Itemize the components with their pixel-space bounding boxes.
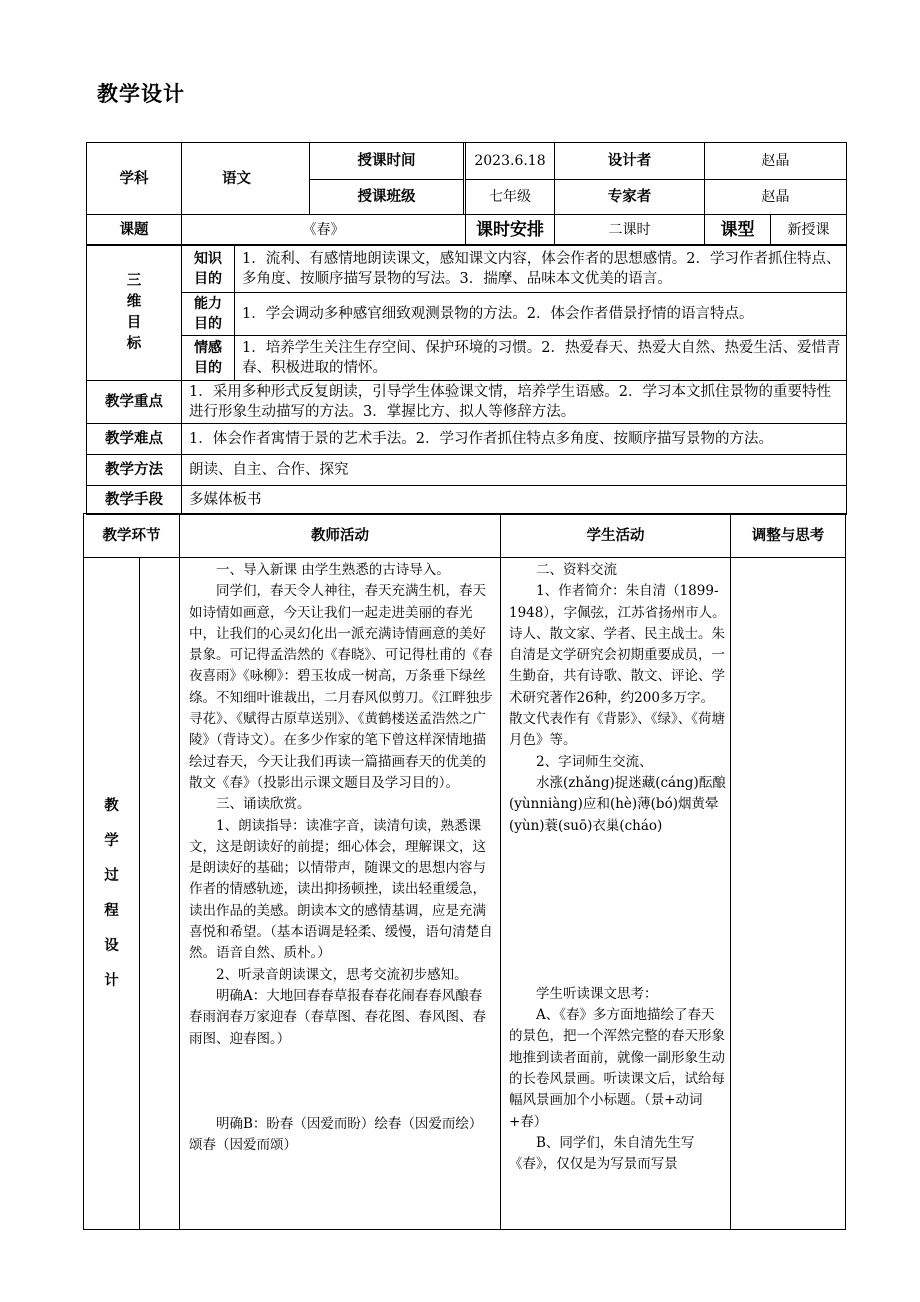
stage-sub-cell — [140, 558, 180, 1230]
teacher-p7: 明确B：盼春（因爱而盼）绘春（因爱而绘）颂春（因爱而颂） — [189, 1115, 483, 1154]
means-text: 多媒体板书 — [182, 486, 847, 515]
expert-value: 赵晶 — [705, 180, 847, 215]
subject-label: 学科 — [87, 143, 182, 215]
class-value: 七年级 — [466, 180, 555, 215]
emotion-goal-text: 1．培养学生关注生存空间、保护环境的习惯。2．热爱春天、热爱大自然、热爱生活、爱惜青春、积极进取的情怀。 — [235, 336, 847, 381]
goals-table — [86, 245, 847, 381]
time-label: 授课时间 — [310, 143, 464, 180]
student-s4: 水涨(zhǎng)捉迷藏(cáng)酝酿(yùnniàng)应和(hè)薄(bó)烟黄晕(yùn)蓑(suō)衣巢(cháo) — [509, 774, 726, 834]
time-value: 2023.6.18 — [466, 143, 555, 180]
student-activity — [501, 558, 731, 1230]
designer-label: 设计者 — [555, 143, 705, 180]
process-table — [83, 513, 846, 1230]
difficulty-label: 教学难点 — [87, 424, 182, 455]
focus-label: 教学重点 — [87, 381, 182, 424]
method-text: 朗读、自主、合作、探究 — [182, 455, 847, 486]
expert-label: 专家者 — [555, 180, 705, 215]
teacher-activity — [180, 558, 501, 1230]
teacher-p3: 三、诵读欣赏。 — [216, 796, 311, 813]
subject-value: 语文 — [182, 143, 466, 215]
topic-label: 课题 — [87, 215, 182, 245]
difficulty-text: 1．体会作者寓情于景的艺术手法。2．学习作者抓住特点多角度、按顺序描写景物的方法。 — [182, 424, 847, 455]
student-s3: 2、字词师生交流、 — [536, 753, 653, 770]
class-label: 授课班级 — [310, 180, 464, 215]
topic-value: 《春》 — [182, 215, 466, 245]
type-value: 新授课 — [771, 215, 847, 245]
means-label: 教学手段 — [87, 486, 182, 515]
goals-label: 三 维 目 标 — [87, 246, 182, 381]
header-student: 学生活动 — [501, 514, 731, 558]
designer-value: 赵晶 — [705, 143, 847, 180]
teacher-p5: 2、听录音朗读课文，思考交流初步感知。 — [216, 966, 468, 983]
teacher-p4: 1、朗读指导：读准字音，读清句读，熟悉课文，这是朗读好的前提；细心体会，理解课文，这是朗读好的基础；以情带声，随课文的思想内容与作者的情感轨迹，读出抑扬顿挫，读出轻重缓急，读出作品的美感。朗读本文的感情基调，应是充满喜悦和希望。（基本语调是轻柔、缓慢，语句清楚自然。语音自然、质朴。） — [189, 817, 493, 962]
time-class-labels — [309, 142, 464, 215]
knowledge-goal-text: 1．流利、有感情地朗读课文，感知课文内容，体会作者的思想感情。2．学习作者抓住特点、多角度、按顺序描写景物的写法。3．揣摩、品味本文优美的语言。 — [235, 246, 847, 293]
teacher-p2: 同学们，春天令人神往，春天充满生机，春天如诗情如画意，今天让我们一起走进美丽的春光中，让我们的心灵幻化出一派充满诗情画意的美好景象。可记得孟浩然的《春晓》、可记得杜甫的《春夜喜雨》《咏柳》：碧玉妆成一树高，万条垂下绿丝绦。不知细叶谁裁出，二月春风似剪刀。《江畔独步寻花》、《赋得古原草送别》、《黄鹤楼送孟浩然之广陵》（背诗文）。在多少作家的笔下曾这样深情地描绘过春天，今天让我们再读一篇描画春天的优美的散文《春》（投影出示课文题目及学习目的）。 — [189, 583, 493, 791]
emotion-goal-label: 情感 目的 — [182, 336, 235, 381]
stage-label: 教 学 过 程 设 计 — [84, 558, 140, 1230]
teacher-p1: 一、导入新课 由学生熟悉的古诗导入。 — [216, 562, 450, 578]
method-label: 教学方法 — [87, 455, 182, 486]
header-stage: 教学环节 — [84, 514, 180, 558]
header-adjust: 调整与思考 — [731, 514, 846, 558]
type-label: 课型 — [705, 215, 771, 245]
ability-goal-text: 1．学会调动多种感官细致观测景物的方法。2．体会作者借景抒情的语言特点。 — [235, 293, 847, 336]
teacher-p6: 明确A：大地回春春草报春春花闹春春风酿春春雨润春万家迎春（春草图、春花图、春风图、春雨图、迎春图。） — [189, 987, 486, 1047]
header-teacher: 教师活动 — [180, 514, 501, 558]
lesson-info-table — [86, 142, 847, 245]
student-s5: 学生听读课文思考： — [536, 985, 658, 1002]
page-title: 教学设计 — [97, 82, 185, 106]
hours-label: 课时安排 — [466, 215, 555, 245]
hours-value: 二课时 — [555, 215, 705, 245]
knowledge-goal-label: 知识 目的 — [182, 246, 235, 293]
adjust-cell — [731, 558, 846, 1230]
student-s7: B、同学们，朱自清先生写《春》，仅仅是为写景而写景 — [509, 1134, 695, 1173]
student-s6: A、《春》多方面地描绘了春天的景色，把一个浑然完整的春天形象地推到读者面前，就像一副形象生动的长卷风景画。听读课文后，试给每幅风景画加个小标题。（景+动词+春） — [509, 1007, 725, 1130]
focus-text: 1．采用多种形式反复朗读，引导学生体验课文情，培养学生语感。2．学习本文抓住景物的重要特性进行形象生动描写的方法。3．掌握比方、拟人等修辞方法。 — [182, 381, 847, 424]
teaching-info-table — [86, 380, 847, 515]
student-s2: 1、作者简介：朱自清（1899-1948），字佩弦，江苏省扬州市人。诗人、散文家、学者、民主战士。朱自清是文学研究会初期重要成员，一生勤奋，共有诗歌、散文、评论、学术研究著作26种，约200多万字。散文代表作有《背影》、《绿》、《荷塘月色》等。 — [509, 583, 726, 749]
ability-goal-label: 能力 目的 — [182, 293, 235, 336]
student-s1: 二、资料交流 — [536, 562, 617, 578]
